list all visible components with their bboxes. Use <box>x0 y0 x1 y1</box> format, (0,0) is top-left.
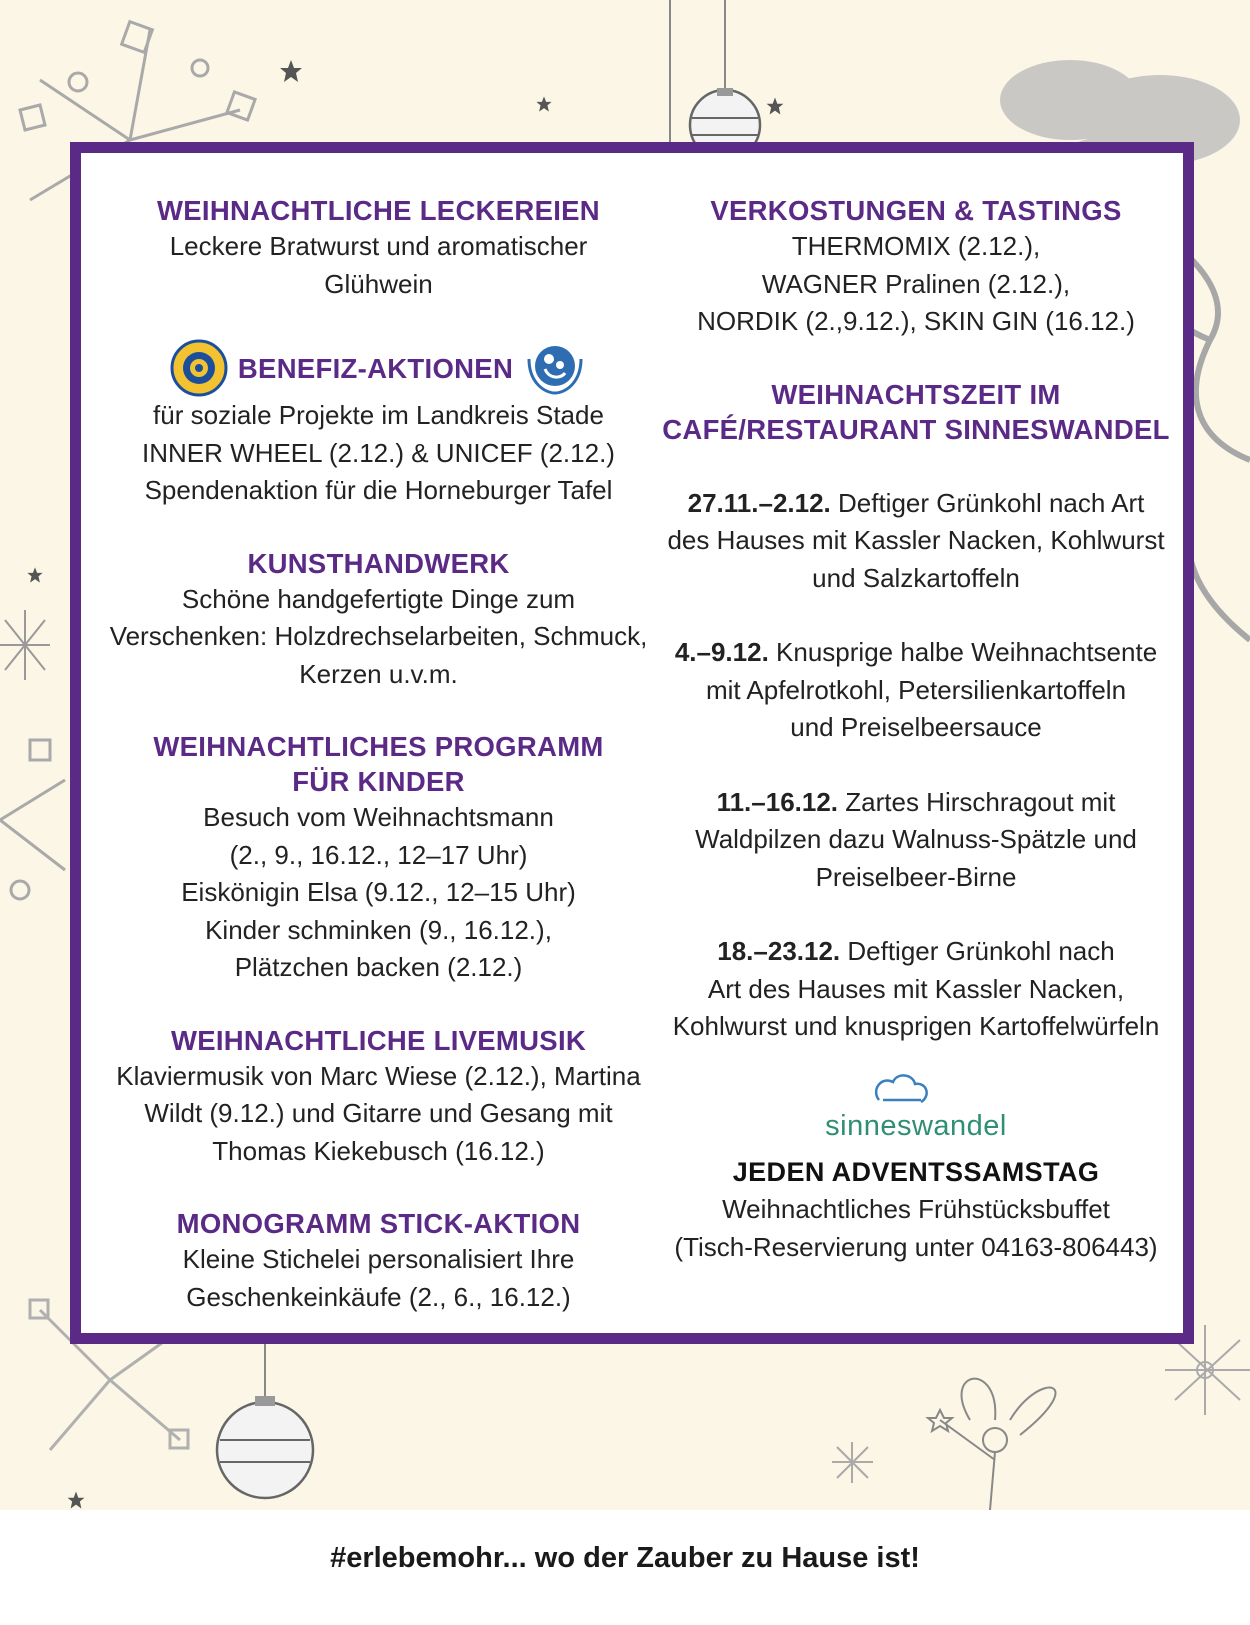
benefiz-heading-row <box>101 339 656 397</box>
menu-date: 4.–9.12. <box>674 637 769 667</box>
menu-text: und Salzkartoffeln <box>812 562 1020 593</box>
menu-date: 11.–16.12. <box>716 786 839 817</box>
section-sinneswandel <box>661 377 1171 447</box>
section-text: Besuch vom Weihnachtsmann <box>203 802 554 832</box>
section-text: NORDIK (2.,9.12.), SKIN GIN (16.12.) <box>697 306 1135 336</box>
menu-text: Preiselbeer-Birne <box>815 861 1017 892</box>
rotary-logo-icon <box>170 339 228 397</box>
section-text: Kleine Stichelei personalisiert Ihre <box>182 1244 575 1274</box>
menu-date: 27.11.–2.12. <box>687 487 831 518</box>
menu-text: Zartes Hirschragout mit <box>838 786 1116 817</box>
menu-text: Kohlwurst und knusprigen Kartoffelwürfeln <box>672 1011 1160 1041</box>
section-heading: WEIHNACHTLICHE LECKEREIEN <box>157 195 600 226</box>
section-text: Klaviermusik von Marc Wiese (2.12.), Martina <box>116 1060 641 1091</box>
section-text: Spendenaktion für die Horneburger Tafel <box>144 475 613 505</box>
right-column <box>661 193 1171 1266</box>
section-kunsthandwerk <box>101 546 656 694</box>
star-icon <box>26 566 44 584</box>
menu-text: Deftiger Grünkohl nach Art <box>830 487 1145 518</box>
section-advent <box>661 1154 1171 1267</box>
snowflake-icon <box>830 1440 875 1485</box>
menu-text: mit Apfelrotkohl, Petersilienkartoffeln <box>705 674 1127 705</box>
footer-hashtag: #erlebemohr... <box>330 1542 527 1574</box>
section-text: Schöne handgefertigte Dinge zum <box>181 583 576 614</box>
left-column <box>101 193 656 1352</box>
section-text: WAGNER Pralinen (2.12.), <box>761 268 1071 299</box>
footer-slogan <box>0 1542 1250 1575</box>
section-text: Geschenkeinkäufe (2., 6., 16.12.) <box>186 1281 571 1312</box>
menu-text: Knusprige halbe Weihnachtsente <box>768 637 1158 667</box>
section-heading: WEIHNACHTLICHES PROGRAMM <box>153 731 604 762</box>
menu-text: des Hauses mit Kassler Nacken, Kohlwurst <box>667 525 1165 555</box>
section-heading: FÜR KINDER <box>292 766 465 797</box>
section-verkostungen <box>661 193 1171 341</box>
section-text: (Tisch-Reservierung unter 04163-806443) <box>674 1231 1158 1262</box>
menu-text: Deftiger Grünkohl nach <box>840 936 1115 966</box>
section-heading: WEIHNACHTSZEIT IM <box>771 378 1061 410</box>
menu-text: Art des Hauses mit Kassler Nacken, <box>707 973 1125 1004</box>
section-benefiz <box>101 339 656 510</box>
section-monogramm <box>101 1206 656 1316</box>
section-text: Kerzen u.v.m. <box>299 658 458 689</box>
section-text: (2., 9., 16.12., 12–17 Uhr) <box>229 839 528 870</box>
chef-hat-icon <box>871 1072 931 1112</box>
section-text: Kinder schminken (9., 16.12.), <box>205 914 552 945</box>
menu-item <box>661 634 1171 747</box>
menu-text: und Preiselbeersauce <box>790 712 1042 742</box>
section-text: Eiskönigin Elsa (9.12., 12–15 Uhr) <box>181 877 576 907</box>
menu-item <box>661 933 1171 1046</box>
menu-date: 18.–23.12. <box>717 936 841 966</box>
menu-text: Waldpilzen dazu Walnuss-Spätzle und <box>695 824 1137 854</box>
section-heading: JEDEN ADVENTSSAMSTAG <box>732 1156 1100 1187</box>
unicef-logo-icon <box>523 339 587 397</box>
star-icon <box>278 58 304 84</box>
menu-item <box>661 784 1171 897</box>
logo-text: sinneswandel <box>825 1110 1007 1142</box>
star-icon <box>66 1490 86 1510</box>
menu-item <box>661 485 1171 598</box>
section-heading: MONOGRAMM STICK-AKTION <box>176 1208 581 1239</box>
section-kinder <box>101 729 656 987</box>
section-heading: KUNSTHANDWERK <box>247 547 510 579</box>
program-frame <box>70 142 1194 1344</box>
section-text: THERMOMIX (2.12.), <box>791 231 1041 261</box>
footer-slogan-text: wo der Zauber zu Hause ist! <box>526 1542 920 1574</box>
section-text: Verschenken: Holzdrechselarbeiten, Schmuck, <box>109 621 648 651</box>
section-heading: WEIHNACHTLICHE LIVEMUSIK <box>170 1024 587 1056</box>
star-icon <box>535 95 553 113</box>
section-text: Weihnachtliches Frühstücksbuffet <box>722 1194 1110 1224</box>
section-text: Glühwein <box>324 268 433 299</box>
section-text: Wildt (9.12.) und Gitarre und Gesang mit <box>144 1098 613 1128</box>
section-text: INNER WHEEL (2.12.) & UNICEF (2.12.) <box>142 437 615 468</box>
section-text: Thomas Kiekebusch (16.12.) <box>212 1135 545 1166</box>
section-leckereien <box>101 193 656 303</box>
section-heading: BENEFIZ-AKTIONEN <box>237 352 514 384</box>
section-text: Leckere Bratwurst und aromatischer <box>169 231 588 261</box>
sinneswandel-logo <box>816 1072 1016 1146</box>
snowflake-icon <box>0 720 70 920</box>
section-heading: VERKOSTUNGEN & TASTINGS <box>710 195 1122 226</box>
section-heading: CAFÉ/RESTAURANT SINNESWANDEL <box>662 413 1170 445</box>
section-livemusik <box>101 1023 656 1171</box>
section-text: für soziale Projekte im Landkreis Stade <box>153 400 604 430</box>
section-text: Plätzchen backen (2.12.) <box>234 952 523 982</box>
snowflake-icon <box>0 600 60 690</box>
